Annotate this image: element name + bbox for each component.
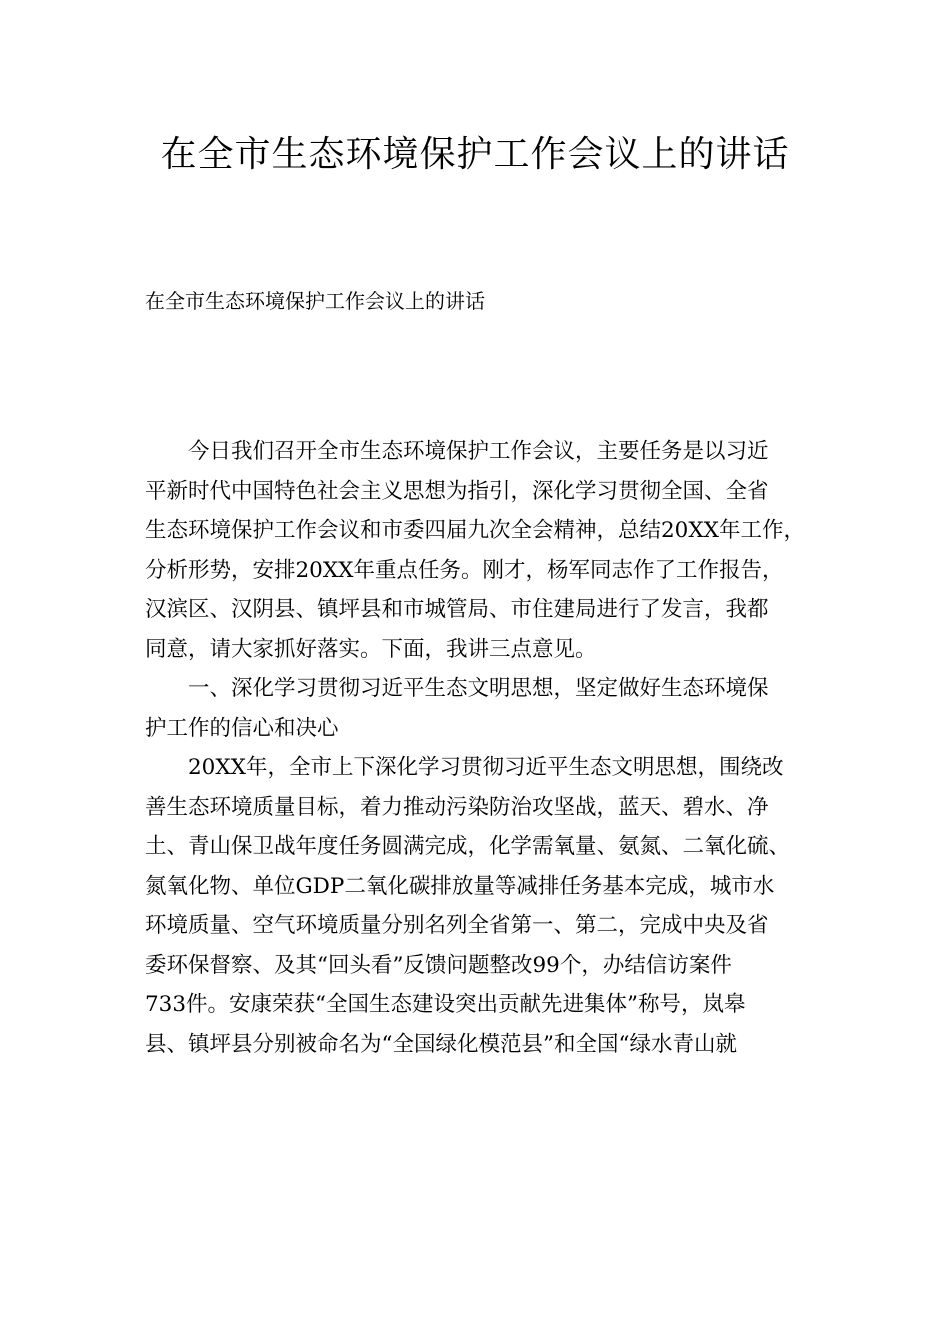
body-line: 委环保督察、及其“回头看”反馈问题整改99个，办结信访案件 — [145, 952, 732, 978]
body-line: 20XX年，全市上下深化学习贯彻习近平生态文明思想，围绕改 — [188, 755, 784, 780]
body-line: 环境质量、空气环境质量分别名列全省第一、第二，完成中央及省 — [145, 913, 769, 938]
document-title: 在全市生态环境保护工作会议上的讲话 — [160, 134, 790, 175]
body-line: 分析形势，安排20XX年重点任务。刚才，杨军同志作了工作报告， — [145, 557, 784, 583]
body-line: 善生态环境质量目标，着力推动污染防治攻坚战，蓝天、碧水、净 — [145, 794, 769, 820]
body-line: 土、青山保卫战年度任务圆满完成，化学需氧量、氨氮、二氧化硫、 — [145, 834, 791, 859]
body-line: 氮氧化物、单位GDP二氧化碳排放量等减排任务基本完成，城市水 — [145, 873, 775, 899]
body-line: 县、镇坪县分别被命名为“全国绿化模范县”和全国“绿水青山就 — [145, 1031, 737, 1057]
body-line: 同意，请大家抓好落实。下面，我讲三点意见。 — [145, 636, 597, 662]
body-line: 护工作的信心和决心 — [145, 715, 339, 741]
body-line: 生态环境保护工作会议和市委四届九次全会精神，总结20XX年工作， — [145, 518, 805, 543]
body-line: 汉滨区、汉阴县、镇坪县和市城管局、市住建局进行了发言，我都 — [145, 597, 769, 622]
body-line: 733件。安康荣获“全国生态建设突出贡献先进集体”称号，岚皋 — [145, 992, 746, 1017]
document-body — [145, 432, 825, 1064]
document-subtitle: 在全市生态环境保护工作会议上的讲话 — [145, 289, 485, 313]
body-line: 平新时代中国特色社会主义思想为指引，深化学习贯彻全国、全省 — [145, 478, 769, 504]
body-line: 今日我们召开全市生态环境保护工作会议，主要任务是以习近 — [188, 439, 769, 464]
body-line: 一、深化学习贯彻习近平生态文明思想，坚定做好生态环境保 — [188, 676, 769, 701]
